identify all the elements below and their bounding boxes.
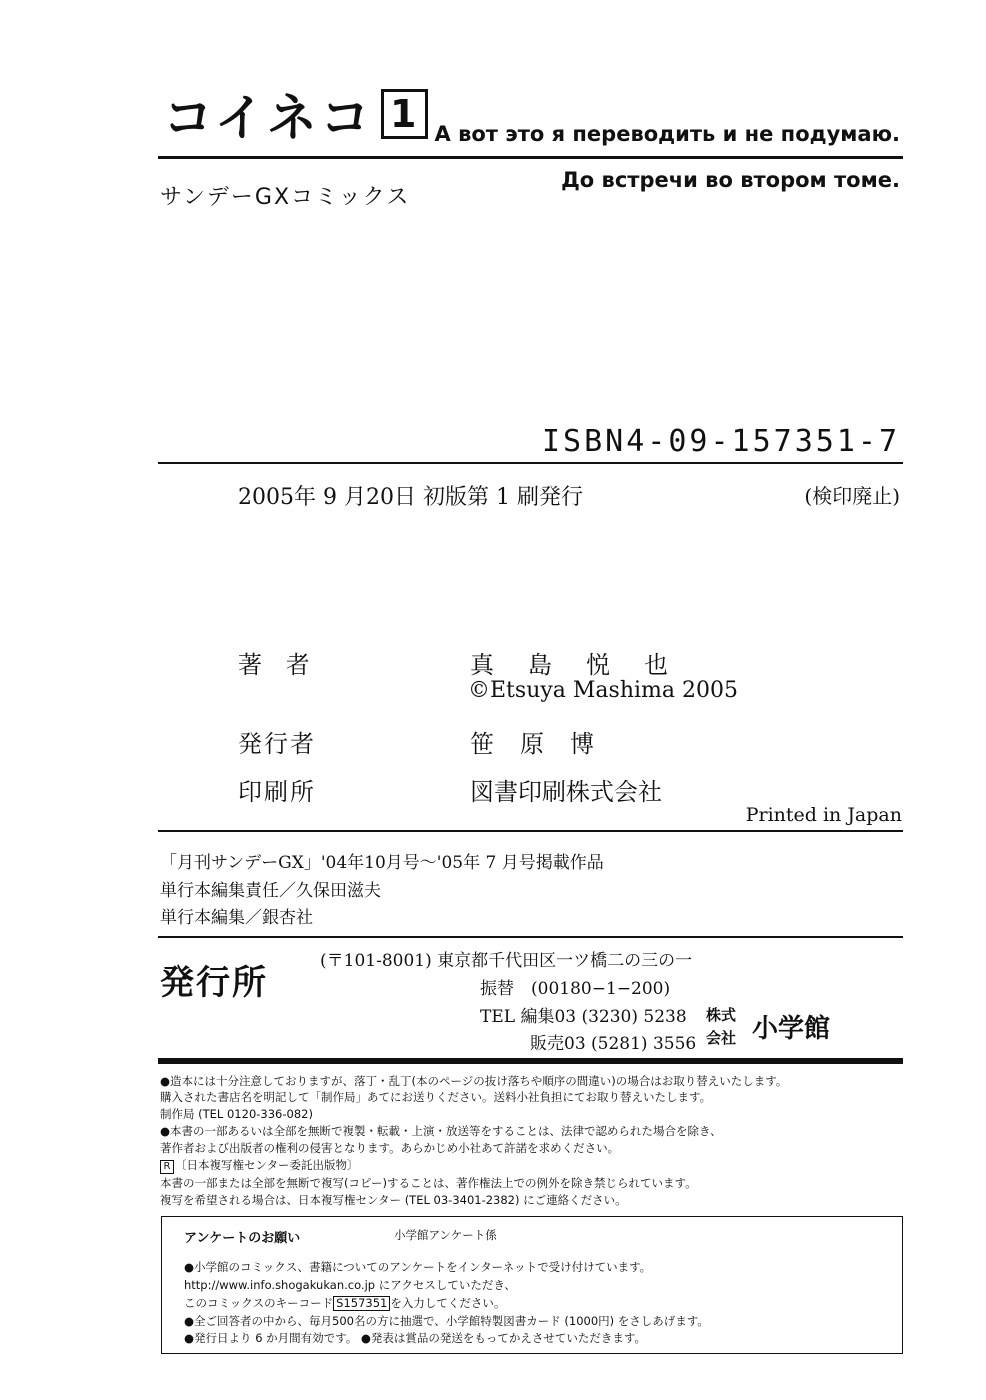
survey-line: ●発行日より 6 か月間有効です。 ●発表は賞品の発送をもってかえさせていただきます。 [184, 1331, 647, 1345]
notice-line: 複写を希望される場合は、日本複写権センター (TEL 03-3401-2382) にご連絡ください。 [160, 1193, 627, 1207]
phone-sales: 販売03 (5281) 3556 [530, 1034, 697, 1054]
chief-editor: 単行本編集責任／久保田滋夫 [160, 881, 381, 901]
notice-line: 制作局 (TEL 0120-336-082) [160, 1107, 313, 1121]
publisher-thick-divider [158, 1058, 903, 1064]
transfer-account: 振替 (00180−1−200) [480, 979, 671, 999]
notice-line: 購入された書店名を明記して「制作局」あてにお送りください。送料小社負担にてお取り替えいたします。 [160, 1090, 712, 1104]
imprint-label: サンデーGXコミックス [160, 185, 411, 210]
survey-box [161, 1216, 903, 1354]
isbn-number: ISBN4-09-157351-7 [541, 424, 900, 459]
notice-line: 著作者および出版者の権利の侵害となります。あらかじめ小社あて許諾を求めください。 [160, 1141, 620, 1155]
translator-note-line1: А вот это я переводить и не подумаю. [434, 122, 900, 146]
editing-house: 単行本編集／銀杏社 [160, 908, 313, 928]
notice-line [160, 1157, 359, 1174]
header-divider [158, 156, 903, 159]
notice-text: 〔日本複写権センター委託出版物〕 [175, 1158, 359, 1172]
title-text: コイネコ [163, 89, 373, 147]
notice-line: ●造本には十分注意しておりますが、落丁・乱丁(本のページの抜け落ちや順序の間違い)の場合はお取り替えいたします。 [160, 1074, 788, 1088]
survey-line: ●小学館のコミックス、書籍についてのアンケートをインターネットで受け付けています。 [184, 1260, 652, 1274]
publisher-name: 笹原博 [470, 730, 620, 758]
kabushiki-bottom: 会社 [706, 1029, 737, 1047]
copyright-line: ©Etsuya Mashima 2005 [468, 678, 738, 703]
survey-line: ●全ご回答者の中から、毎月500名の方に抽選で、小学館特製図書カード (1000円) をさしあげます。 [184, 1314, 709, 1328]
printer-label: 印刷所 [238, 778, 316, 806]
survey-url-line: http://www.info.shogakukan.co.jp にアクセスしていただき、 [184, 1278, 516, 1292]
printed-in-japan: Printed in Japan [745, 804, 902, 826]
notice-line: ●本書の一部あるいは全部を無断で複製・転載・上演・放送等をすることは、法律で認められた場合を除き、 [160, 1124, 722, 1138]
credits-divider [158, 830, 903, 832]
publisher-company-name: 小学館 [752, 1014, 831, 1044]
author-name: 真島悦也 [470, 651, 702, 679]
serialization-note: 「月刊サンデーGX」'04年10月号〜'05年 7 月号掲載作品 [160, 853, 604, 873]
survey-keycode-line [184, 1295, 505, 1311]
survey-department: 小学館アンケート係 [394, 1228, 497, 1242]
seal-abolished-note: (検印廃止) [804, 484, 900, 508]
publisher-label: 発行者 [238, 730, 316, 758]
kabushiki-top: 株式 [706, 1006, 737, 1024]
volume-number: 1 [381, 89, 428, 139]
registered-mark-icon: R [160, 1160, 174, 1174]
author-label: 著 者 [238, 651, 318, 679]
editorial-divider [158, 936, 903, 938]
publishing-office-label: 発行所 [160, 963, 268, 1003]
publisher-address: (〒101-8001) 東京都千代田区一ツ橋二の三の一 [320, 951, 693, 971]
printer-name: 図書印刷株式会社 [470, 778, 662, 806]
publication-date: 2005年 9 月20日 初版第 1 刷発行 [238, 485, 583, 510]
translator-note-line2: До встречи во втором томе. [561, 168, 900, 192]
notice-line: 本書の一部または全部を無断で複写(コピー)することは、著作権法上での例外を除き禁じられています。 [160, 1176, 697, 1190]
book-title [163, 78, 428, 150]
survey-text: を入力してください。 [390, 1296, 506, 1310]
survey-keycode: S157351 [333, 1296, 390, 1311]
survey-text: このコミックスのキーコード [184, 1296, 334, 1310]
survey-heading: アンケートのお願い [184, 1231, 301, 1246]
isbn-divider [158, 462, 903, 464]
phone-editorial: TEL 編集03 (3230) 5238 [480, 1007, 687, 1027]
